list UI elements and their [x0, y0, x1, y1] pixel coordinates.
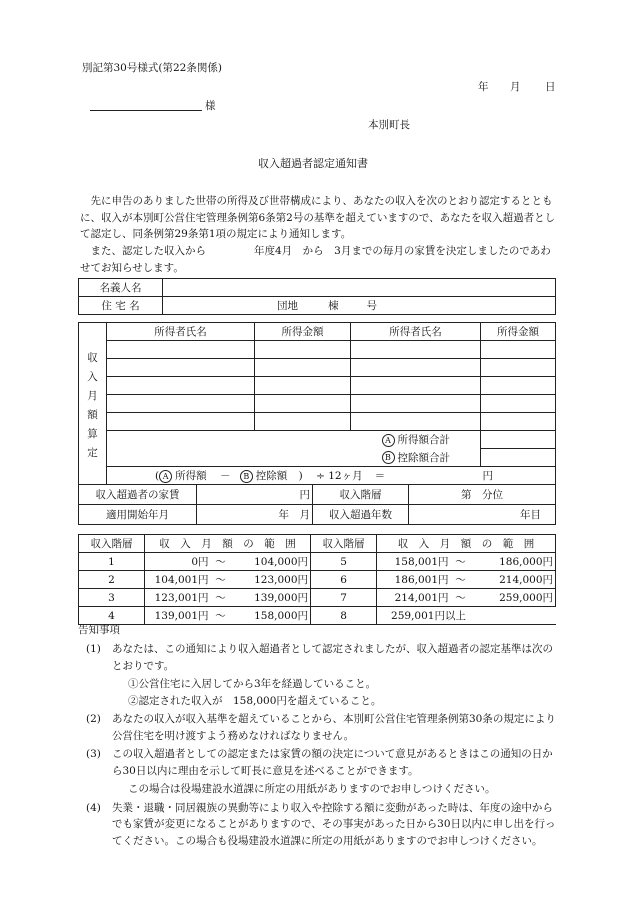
bracket-level-header-2: 収入階層	[311, 535, 377, 553]
bracket-range-header: 収 入 月 額 の 範 囲	[145, 535, 311, 553]
notice-4: (4) 失業・退職・同居親族の異動等により収入や控除する額に変動があった時は、年度の途中からでも家賃が変更になることがありますので、その事実があった日から30日以内に申し出を行ってください。この場合も役場建設水道課に所定の用紙がありますのでお申しつけください。	[86, 801, 556, 847]
col-income-1: 所得金額	[255, 323, 351, 341]
date-year: 年	[478, 81, 489, 93]
intro-rent-paragraph	[80, 243, 558, 276]
notices-list	[80, 641, 560, 851]
issuer: 本別町長	[368, 119, 410, 131]
intro-paragraph: 先に申告のありました世帯の所得及び世帯構成により、あなたの収入を次のとおり認定するとともに、収入が本別町公営住宅管理条例第6条第2号の基準を超えていますので、あなたを収入超過者として認定し、同条例第29条第1項の規定により通知します。	[80, 195, 556, 240]
income-row	[79, 395, 556, 413]
name-value	[163, 279, 556, 297]
income-side-label: 収 入 月 額 算 定	[79, 323, 107, 485]
document-title: 収入超過者認定通知書	[258, 157, 368, 170]
name-address-table	[78, 278, 556, 315]
date-day: 日	[545, 81, 556, 93]
income-row	[79, 341, 556, 359]
income-row	[79, 377, 556, 395]
rent-value: 円	[197, 485, 313, 505]
table-row: 2 104,001円 ～ 123,000円 6 186,001円 ～ 214,000円	[79, 571, 556, 589]
col-earner-name-1: 所得者氏名	[107, 323, 255, 341]
name-label: 名義人名	[79, 279, 163, 297]
notice-2: (2) あなたの収入が収入基準を超えていることから、本別町公営住宅管理条例第30条の規定により公営住宅を明け渡すよう務めなければなりません。	[86, 713, 556, 742]
rent-table	[78, 484, 556, 525]
form-number: 別記第30号様式(第22条関係)	[82, 62, 222, 74]
formula-a-icon: A	[159, 470, 172, 483]
notice-1: (1) あなたは、この通知により収入超過者として認定されましたが、収入超過者の認定基準は次のとおりです。	[86, 643, 553, 672]
total-deduction-value	[481, 449, 556, 467]
monthly-formula: ( A 所得額 － B 控除額 ) ÷ 12ヶ月 ＝ 円	[107, 467, 556, 485]
tou-label: 棟	[328, 300, 339, 312]
years-label: 収入超過年数	[313, 505, 409, 525]
total-deduction-row	[107, 449, 481, 467]
level-label: 収入階層	[313, 485, 409, 505]
col-earner-name-2: 所得者氏名	[351, 323, 481, 341]
income-row	[79, 359, 556, 377]
rent-label: 収入超過者の家賃	[79, 485, 197, 505]
table-row: 1 0円 ～ 104,000円 5 158,001円 ～ 186,000円	[79, 553, 556, 571]
notice-1-criterion-2: ②認定された収入が 158,000円を超えていること。	[128, 694, 382, 707]
total-deduction-label: 控除額合計	[397, 451, 450, 464]
mark-b-icon: B	[382, 451, 395, 464]
addressee-suffix: 様	[205, 100, 216, 112]
total-income-value	[481, 431, 556, 449]
table-row: 3 123,001円 ～ 139,000円 7 214,001円 ～ 259,000円	[79, 589, 556, 607]
years-value: 年目	[409, 505, 556, 525]
mark-a-icon: A	[382, 434, 395, 447]
income-calculation-table	[78, 322, 556, 485]
table-row: 4 139,001円 ～ 158,000円 8 259,001円以上	[79, 607, 556, 625]
start-value: 年 月	[197, 505, 313, 525]
notice-3: (3) この収入超過者としての認定または家賃の額の決定について意見があるときはこの通知の日から30日以内に理由を示して町長に意見を述べることができます。	[86, 748, 553, 777]
addressee-line	[90, 110, 202, 111]
intro-rent-a: また、認定した収入から	[90, 245, 206, 257]
notice-1-criterion-1: ①公営住宅に入居してから3年を経過していること。	[128, 678, 377, 690]
address-value	[163, 297, 556, 315]
gou-label: 号	[366, 300, 377, 312]
formula-b-icon: B	[240, 470, 253, 483]
start-label: 適用開始年月	[79, 505, 197, 525]
notice-3-extra: この場合は役場建設水道課に所定の用紙がありますのでお申しつけください。	[128, 783, 496, 795]
danchi-label: 団地	[277, 300, 298, 312]
bracket-level-header: 収入階層	[79, 535, 145, 553]
notices-heading: 告知事項	[78, 624, 120, 636]
level-value: 第 分位	[409, 485, 556, 505]
address-label: 住 宅 名	[79, 297, 163, 315]
bracket-range-header-2: 収 入 月 額 の 範 囲	[377, 535, 556, 553]
income-bracket-table	[78, 534, 556, 625]
intro-rent-b: 年度4月 から 3月までの毎月の家賃を決定しましたのであわせてお知らせします。	[80, 245, 551, 274]
total-income-label: 所得額合計	[397, 434, 450, 447]
col-income-2: 所得金額	[481, 323, 556, 341]
date-month: 月	[510, 81, 521, 93]
total-income-row	[107, 431, 481, 449]
income-row	[79, 413, 556, 431]
